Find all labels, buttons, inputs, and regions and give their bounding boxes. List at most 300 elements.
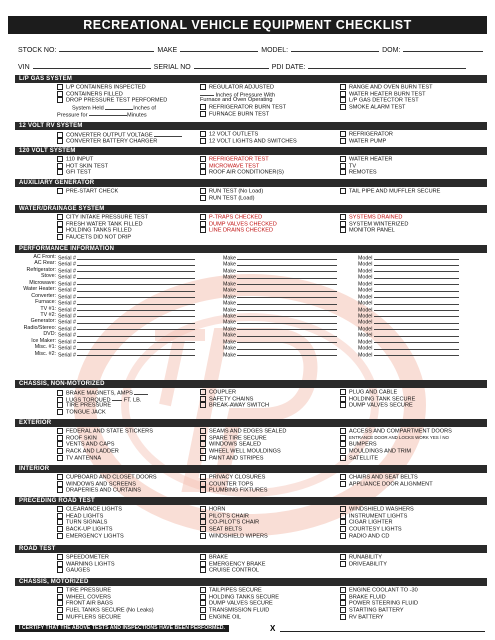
checkbox[interactable] <box>200 396 206 402</box>
check-item[interactable]: HEAD LIGHTS <box>57 513 200 520</box>
check-item[interactable]: PRIVACY CLOSURES <box>200 474 340 481</box>
check-item[interactable]: ACCESS AND COMPARTMENT DOORS <box>340 428 480 435</box>
checkbox[interactable] <box>57 91 63 97</box>
make-field[interactable]: Make <box>223 338 358 344</box>
checkbox[interactable] <box>340 441 346 447</box>
section-lp-gas <box>15 75 487 117</box>
appliance-label: Misc. #2: <box>34 350 56 357</box>
serial-field[interactable]: Serial # <box>58 286 223 292</box>
make-field[interactable]: Make <box>223 351 358 357</box>
model-field[interactable]: Model <box>358 338 478 344</box>
inches-line: Inches of Pressure With <box>200 91 340 98</box>
check-item[interactable]: REFRIGERATOR TEST <box>200 156 340 163</box>
section-heading: EXTERIOR <box>15 419 487 427</box>
checkbox[interactable] <box>57 533 63 539</box>
checkbox[interactable] <box>200 474 206 480</box>
check-item[interactable]: RUNABILITY <box>340 554 480 561</box>
checkbox[interactable] <box>340 188 346 194</box>
checkbox[interactable] <box>200 131 206 137</box>
checkbox[interactable] <box>340 97 346 103</box>
make-field[interactable]: Make <box>223 325 358 331</box>
checkbox[interactable] <box>340 91 346 97</box>
check-item[interactable]: WINDSHIELD WIPERS <box>200 533 340 540</box>
check-item[interactable]: WHEEL COVERS <box>57 594 200 601</box>
check-item[interactable]: HOT SKIN TEST <box>57 163 200 170</box>
check-item[interactable]: TV <box>340 163 480 170</box>
checkbox[interactable] <box>200 519 206 525</box>
check-item[interactable]: RUN TEST (No Load) <box>200 188 340 195</box>
check-item[interactable]: L/P GAS DETECTOR TEST <box>340 97 480 104</box>
check-item[interactable]: WATER HEATER BURN TEST <box>340 91 480 98</box>
check-item[interactable]: PLUMBING FIXTURES <box>200 487 340 494</box>
check-item[interactable]: CONTAINERS FILLED <box>57 91 200 98</box>
pressure-for-line: Pressure for Minutes <box>57 112 147 119</box>
checkbox[interactable] <box>200 402 206 408</box>
section-heading: AUXILIARY GENERATOR <box>15 179 487 187</box>
check-item[interactable]: STARTING BATTERY <box>340 607 480 614</box>
check-item[interactable]: PILOT'S CHAIR <box>200 513 340 520</box>
checkbox[interactable] <box>57 84 63 90</box>
check-item[interactable]: FRESH WATER TANK FILLED <box>57 221 200 228</box>
check-item[interactable]: CONVERTER OUTPUT VOLTAGE <box>57 131 200 138</box>
check-item[interactable]: SYSTEMS DRAINED <box>340 214 480 221</box>
check-item[interactable]: GFI TEST <box>57 169 200 176</box>
section-chassis-motorized <box>15 578 487 620</box>
check-item[interactable]: DUMP VALVES SECURE <box>200 600 340 607</box>
section-heading: PERFORMANCE INFORMATION <box>15 245 487 253</box>
checkbox[interactable] <box>200 195 206 201</box>
check-item[interactable]: RANGE AND OVEN BURN TEST <box>340 84 480 91</box>
checkbox[interactable] <box>57 474 63 480</box>
checkbox[interactable] <box>200 448 206 454</box>
check-item[interactable]: SPARE TIRE SECURE <box>200 435 340 442</box>
check-item[interactable]: RV BATTERY <box>340 614 480 621</box>
check-item[interactable]: WINDOWS SEALED <box>200 441 340 448</box>
check-item[interactable]: EMERGENCY BRAKE <box>200 561 340 568</box>
checkbox[interactable] <box>57 481 63 487</box>
checkbox[interactable] <box>57 519 63 525</box>
serial-field[interactable]: Serial # <box>58 325 223 331</box>
signature-x: X <box>270 624 276 633</box>
checkbox[interactable] <box>57 163 63 169</box>
check-item[interactable]: VENTS AND CAPS <box>57 441 200 448</box>
section-heading: PRECEDING ROAD TEST <box>15 497 487 505</box>
checkbox[interactable] <box>200 600 206 606</box>
check-item[interactable]: HORN <box>200 506 340 513</box>
check-item[interactable]: TIRE PRESSURE <box>57 402 200 409</box>
check-item[interactable]: TAILPIPES SECURE <box>200 587 340 594</box>
check-item[interactable]: ENGINE COOLANT TO -30 <box>340 587 480 594</box>
model-field[interactable]: Model <box>358 318 478 324</box>
check-item[interactable]: REFRIGERATOR BURN TEST <box>200 104 340 111</box>
serial-field[interactable]: Serial # <box>58 254 223 260</box>
checkbox[interactable] <box>57 614 63 620</box>
checkbox[interactable] <box>340 506 346 512</box>
checkbox[interactable] <box>57 513 63 519</box>
checkbox[interactable] <box>200 214 206 220</box>
check-item[interactable]: SMOKE ALARM TEST <box>340 104 480 111</box>
make-field[interactable]: Make <box>223 286 358 292</box>
model-field[interactable]: Model <box>358 331 478 337</box>
check-item[interactable]: BACK-UP LIGHTS <box>57 526 200 533</box>
model-field[interactable]: Model <box>358 273 478 279</box>
checkbox[interactable] <box>200 441 206 447</box>
checkbox[interactable] <box>340 554 346 560</box>
check-item[interactable]: RUN TEST (Load) <box>200 195 340 202</box>
check-item[interactable]: MONITOR PANEL <box>340 227 480 234</box>
checkbox[interactable] <box>200 169 206 175</box>
check-item[interactable]: DRAPERIES AND CURTAINS <box>57 487 200 494</box>
checkbox[interactable] <box>200 138 206 144</box>
check-item[interactable]: FURNACE BURN TEST <box>200 111 340 118</box>
serial-field[interactable]: Serial # <box>58 306 223 312</box>
checkbox[interactable] <box>200 435 206 441</box>
checkbox[interactable] <box>200 614 206 620</box>
checkbox[interactable] <box>200 594 206 600</box>
check-item[interactable]: ROOF AIR CONDITIONER(S) <box>200 169 340 176</box>
checkbox[interactable] <box>200 567 206 573</box>
checkbox[interactable] <box>200 389 206 395</box>
check-item[interactable]: BRAKE FLUID <box>340 594 480 601</box>
serial-field[interactable]: Serial # <box>58 331 223 337</box>
check-item[interactable]: INSTRUMENT LIGHTS <box>340 513 480 520</box>
check-item[interactable]: RADIO AND CD <box>340 533 480 540</box>
check-item[interactable]: CLEARANCE LIGHTS <box>57 506 200 513</box>
appliance-label: Converter: <box>31 292 56 299</box>
check-item[interactable]: SEAT BELTS <box>200 526 340 533</box>
checkbox[interactable] <box>57 169 63 175</box>
check-item[interactable]: CONVERTER BATTERY CHARGER <box>57 138 200 145</box>
checkbox[interactable] <box>57 607 63 613</box>
check-item[interactable]: PAINT AND STRIPES <box>200 455 340 462</box>
check-item[interactable]: DUMP VALVES CHECKED <box>200 221 340 228</box>
make-field[interactable]: Make <box>223 331 358 337</box>
check-item[interactable]: WATER HEATER <box>340 156 480 163</box>
check-item[interactable]: APPLIANCE DOOR ALIGNMENT <box>340 481 480 488</box>
checkbox[interactable] <box>57 138 63 144</box>
make-field[interactable]: Make <box>223 312 358 318</box>
checkbox[interactable] <box>200 526 206 532</box>
pdi-date-label: PDI DATE: <box>271 64 306 71</box>
model-field[interactable]: Model <box>358 344 478 350</box>
serial-field[interactable]: Serial # <box>58 338 223 344</box>
checkbox[interactable] <box>340 389 346 395</box>
checkbox[interactable] <box>57 234 63 240</box>
model-field[interactable]: Model <box>358 260 478 266</box>
checkbox[interactable] <box>340 448 346 454</box>
make-field[interactable]: Make <box>223 267 358 273</box>
serial-field[interactable]: Serial # <box>58 318 223 324</box>
check-item[interactable]: 12 VOLT LIGHTS AND SWITCHES <box>200 138 340 145</box>
checkbox[interactable] <box>200 84 206 90</box>
checkbox[interactable] <box>200 481 206 487</box>
make-field[interactable]: Make <box>223 273 358 279</box>
model-field[interactable]: Model <box>358 312 478 318</box>
model-field[interactable]: Model <box>358 325 478 331</box>
checkbox[interactable] <box>57 227 63 233</box>
serial-field[interactable]: Serial # <box>58 293 223 299</box>
checkbox[interactable] <box>340 396 346 402</box>
check-item[interactable]: BREAK-AWAY SWITCH <box>200 402 340 409</box>
checkbox[interactable] <box>200 487 206 493</box>
check-item[interactable]: HOLDING TANK SECURE <box>340 396 480 403</box>
check-item[interactable]: 110 INPUT <box>57 156 200 163</box>
checkbox[interactable] <box>340 533 346 539</box>
checkbox[interactable] <box>57 428 63 434</box>
checkbox[interactable] <box>57 97 63 103</box>
checkbox[interactable] <box>57 567 63 573</box>
checkbox[interactable] <box>340 104 346 110</box>
appliance-label: Water Heater: <box>23 286 56 293</box>
check-item[interactable]: CO-PILOT'S CHAIR <box>200 519 340 526</box>
check-item[interactable]: ENTRANCE DOOR AND LOCKS WORK YES / NO <box>340 435 480 442</box>
checkbox[interactable] <box>200 607 206 613</box>
make-field[interactable] <box>180 45 258 52</box>
checkbox[interactable] <box>200 227 206 233</box>
checkbox[interactable] <box>57 526 63 532</box>
check-item[interactable]: CIGAR LIGHTER <box>340 519 480 526</box>
checkbox[interactable] <box>340 156 346 162</box>
check-item[interactable]: POWER STEERING FLUID <box>340 600 480 607</box>
check-item[interactable]: FEDERAL AND STATE STICKERS <box>57 428 200 435</box>
serial-field[interactable]: Serial # <box>58 280 223 286</box>
pdi-date-field[interactable] <box>308 62 466 69</box>
checkbox[interactable] <box>200 111 206 117</box>
checkbox[interactable] <box>340 526 346 532</box>
checkbox[interactable] <box>57 409 63 415</box>
serial-field[interactable]: Serial # <box>58 351 223 357</box>
check-item[interactable]: REMOTES <box>340 169 480 176</box>
make-field[interactable]: Make <box>223 344 358 350</box>
check-item[interactable]: MUFFLERS SECURE <box>57 614 200 621</box>
make-field[interactable]: Make <box>223 293 358 299</box>
header-row-2 <box>18 62 469 71</box>
check-item[interactable]: REFRIGERATOR <box>340 131 480 138</box>
section-performance <box>15 245 487 357</box>
checkbox[interactable] <box>340 138 346 144</box>
checkbox[interactable] <box>57 487 63 493</box>
checkbox[interactable] <box>200 533 206 539</box>
checkbox[interactable] <box>57 402 63 408</box>
checkbox[interactable] <box>200 455 206 461</box>
checkbox[interactable] <box>340 428 346 434</box>
checkbox[interactable] <box>200 188 206 194</box>
make-field[interactable]: Make <box>223 318 358 324</box>
check-item[interactable]: ENGINE OIL <box>200 614 340 621</box>
checkbox[interactable] <box>340 435 346 441</box>
check-item[interactable]: SPEEDOMETER <box>57 554 200 561</box>
check-item[interactable]: CRUISE CONTROL <box>200 567 340 574</box>
check-item[interactable]: CUPBOARD AND CLOSET DOORS <box>57 474 200 481</box>
serial-no-field[interactable] <box>194 62 269 69</box>
check-item[interactable]: BRAKE MAGNETS, AMPS <box>57 389 200 396</box>
checkbox[interactable] <box>57 600 63 606</box>
checkbox[interactable] <box>340 561 346 567</box>
checkbox[interactable] <box>200 221 206 227</box>
check-item[interactable]: WATER PUMP <box>340 138 480 145</box>
model-field[interactable]: Model <box>358 299 478 305</box>
checkbox[interactable] <box>340 169 346 175</box>
check-item[interactable]: COUNTER TOPS <box>200 481 340 488</box>
checkbox[interactable] <box>200 506 206 512</box>
check-item[interactable]: L/P CONTAINERS INSPECTED <box>57 84 200 91</box>
model-field[interactable]: Model <box>358 267 478 273</box>
checkbox[interactable] <box>57 221 63 227</box>
check-item[interactable]: MICROWAVE TEST <box>200 163 340 170</box>
checkbox[interactable] <box>200 554 206 560</box>
appliance-label: Generator: <box>30 318 56 325</box>
check-item[interactable]: EMERGENCY LIGHTS <box>57 533 200 540</box>
model-field[interactable] <box>291 45 379 52</box>
checkbox[interactable] <box>340 481 346 487</box>
checkbox[interactable] <box>340 84 346 90</box>
checkbox[interactable] <box>340 614 346 620</box>
checkbox[interactable] <box>57 587 63 593</box>
check-item[interactable]: REGULATOR ADJUSTED <box>200 84 340 91</box>
checkbox[interactable] <box>340 227 346 233</box>
checkbox[interactable] <box>57 441 63 447</box>
check-item[interactable]: TAIL PIPE AND MUFFLER SECURE <box>340 188 480 195</box>
serial-field[interactable]: Serial # <box>58 267 223 273</box>
vin-field[interactable] <box>33 62 151 69</box>
check-item[interactable]: TIRE PRESSURE <box>57 587 200 594</box>
check-item[interactable]: WINDSHIELD WASHERS <box>340 506 480 513</box>
checkbox[interactable] <box>200 428 206 434</box>
checkbox[interactable] <box>340 131 346 137</box>
checkbox[interactable] <box>340 402 346 408</box>
checkbox[interactable] <box>200 513 206 519</box>
check-item[interactable]: GAUGES <box>57 567 200 574</box>
check-item[interactable]: PLUG AND CABLE <box>340 389 480 396</box>
check-item[interactable]: ROOF SKIN <box>57 435 200 442</box>
performance-row <box>15 351 487 357</box>
appliance-label: AC Rear: <box>34 260 56 267</box>
signature-line[interactable] <box>280 631 485 632</box>
checkbox[interactable] <box>340 214 346 220</box>
section-exterior <box>15 419 487 461</box>
checkbox[interactable] <box>340 600 346 606</box>
check-item[interactable]: PRE-START CHECK <box>57 188 200 195</box>
make-field[interactable]: Make <box>223 299 358 305</box>
check-item[interactable]: P-TRAPS CHECKED <box>200 214 340 221</box>
serial-field[interactable]: Serial # <box>58 344 223 350</box>
checkbox[interactable] <box>340 513 346 519</box>
checkbox[interactable] <box>57 455 63 461</box>
check-item[interactable]: FRONT AIR BAGS <box>57 600 200 607</box>
checkbox[interactable] <box>57 448 63 454</box>
check-item[interactable]: HOLDING TANKS SECURE <box>200 594 340 601</box>
make-field[interactable]: Make <box>223 254 358 260</box>
checkbox[interactable] <box>57 156 63 162</box>
check-item[interactable]: SATELLITE <box>340 455 480 462</box>
checkbox[interactable] <box>57 554 63 560</box>
section-heading: 120 VOLT SYSTEM <box>15 147 487 155</box>
check-item[interactable]: SEAMS AND EDGES SEALED <box>200 428 340 435</box>
vin-label: VIN <box>18 64 30 71</box>
check-item[interactable]: WINDOWS AND SCREENS <box>57 481 200 488</box>
checkbox[interactable] <box>200 587 206 593</box>
check-item[interactable]: 12 VOLT OUTLETS <box>200 131 340 138</box>
check-item[interactable]: WARNING LIGHTS <box>57 561 200 568</box>
checkbox[interactable] <box>200 104 206 110</box>
section-heading: 12 VOLT RV SYSTEM <box>15 122 487 130</box>
checkbox[interactable] <box>340 474 346 480</box>
check-item[interactable]: COURTESY LIGHTS <box>340 526 480 533</box>
make-field[interactable]: Make <box>223 306 358 312</box>
section-preceding-road-test <box>15 497 487 539</box>
check-item[interactable]: SYSTEM WINTERIZED <box>340 221 480 228</box>
check-item[interactable]: DROP PRESSURE TEST PERFORMED <box>57 97 200 104</box>
check-item[interactable]: TV ANTENNA <box>57 455 200 462</box>
checkbox[interactable] <box>57 214 63 220</box>
make-field[interactable]: Make <box>223 280 358 286</box>
check-item[interactable]: COUPLER <box>200 389 340 396</box>
checkbox[interactable] <box>340 594 346 600</box>
make-field[interactable]: Make <box>223 260 358 266</box>
check-item[interactable]: MOULDINGS AND TRIM <box>340 448 480 455</box>
check-item[interactable]: WHEEL WELL MOULDINGS <box>200 448 340 455</box>
model-field[interactable]: Model <box>358 254 478 260</box>
check-item[interactable]: CHAIRS AND SEAT BELTS <box>340 474 480 481</box>
checkbox[interactable] <box>57 506 63 512</box>
checkbox[interactable] <box>57 435 63 441</box>
serial-field[interactable]: Serial # <box>58 299 223 305</box>
check-item[interactable]: TRANSMISSION FLUID <box>200 607 340 614</box>
section-120-volt <box>15 147 487 176</box>
model-field[interactable]: Model <box>358 293 478 299</box>
section-heading: CHASSIS, NON-MOTORIZED <box>15 380 487 388</box>
checkbox[interactable] <box>340 221 346 227</box>
check-item[interactable]: LINE DRAINS CHECKED <box>200 227 340 234</box>
serial-field[interactable]: Serial # <box>58 260 223 266</box>
check-item[interactable]: LUGS TORQUED FT. LB. <box>57 396 200 403</box>
check-item[interactable]: CITY INTAKE PRESSURE TEST <box>57 214 200 221</box>
checkbox[interactable] <box>57 188 63 194</box>
checkbox[interactable] <box>200 561 206 567</box>
check-item[interactable]: DRIVEABILITY <box>340 561 480 568</box>
check-item[interactable]: RACK AND LADDER <box>57 448 200 455</box>
appliance-label: TV #1: <box>40 305 56 312</box>
checkbox[interactable] <box>340 455 346 461</box>
checkbox[interactable] <box>57 561 63 567</box>
checkbox[interactable] <box>200 163 206 169</box>
model-field[interactable]: Model <box>358 286 478 292</box>
checkbox[interactable] <box>200 156 206 162</box>
check-item[interactable]: BUMPERS <box>340 441 480 448</box>
check-item[interactable]: HOLDING TANKS FILLED <box>57 227 200 234</box>
check-item[interactable]: FAUCETS DID NOT DRIP <box>57 234 200 241</box>
check-item[interactable]: DUMP VALVES SECURE <box>340 402 480 409</box>
model-field[interactable]: Model <box>358 280 478 286</box>
dom-field[interactable] <box>403 45 483 52</box>
checkbox[interactable] <box>57 594 63 600</box>
checkbox[interactable] <box>340 163 346 169</box>
appliance-label: Misc. #1: <box>34 344 56 351</box>
check-item[interactable]: FUEL TANKS SECURE (No Leaks) <box>57 607 200 614</box>
model-field[interactable]: Model <box>358 306 478 312</box>
stock-no-field[interactable] <box>59 45 154 52</box>
check-item[interactable]: BRAKE <box>200 554 340 561</box>
serial-field[interactable]: Serial # <box>58 273 223 279</box>
model-field[interactable]: Model <box>358 351 478 357</box>
checkbox[interactable] <box>340 519 346 525</box>
checkbox[interactable] <box>340 587 346 593</box>
check-item[interactable]: TONGUE JACK <box>57 409 200 416</box>
checkbox[interactable] <box>340 607 346 613</box>
serial-field[interactable]: Serial # <box>58 312 223 318</box>
check-item[interactable]: TURN SIGNALS <box>57 519 200 526</box>
check-item[interactable]: SAFETY CHAINS <box>200 396 340 403</box>
